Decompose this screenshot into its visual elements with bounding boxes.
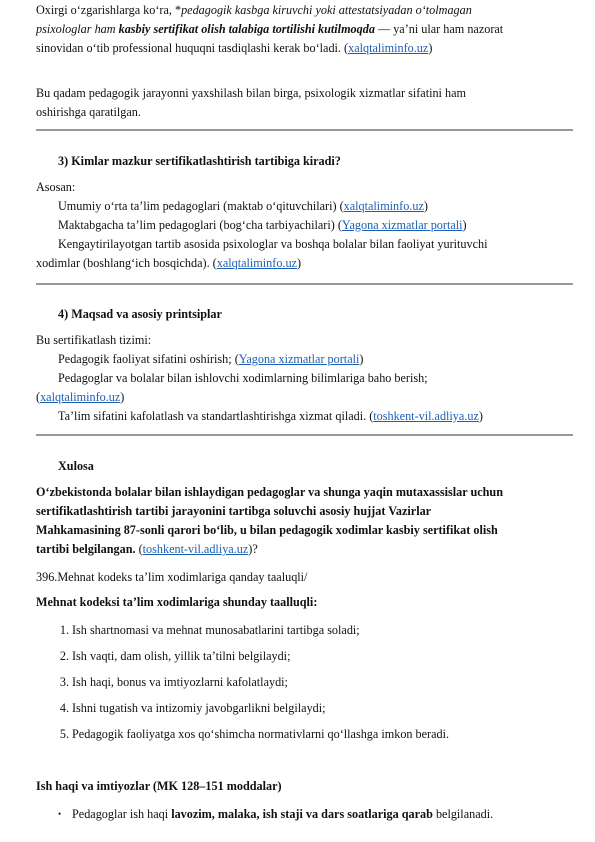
s3-item-2: Maktabgacha ta’lim pedagoglari (bog‘cha tarbiyachilari) ( xyxy=(58,218,342,232)
intro-text: Oxirgi o‘zgarishlarga ko‘ra, * xyxy=(36,3,182,17)
list-number: 5. xyxy=(59,727,69,741)
wages-heading: Ish haqi va imtiyozlar (MK 128–151 moddalar) xyxy=(36,779,282,793)
source-link[interactable]: Yagona xizmatlar portali xyxy=(238,352,360,366)
source-link[interactable]: xalqtaliminfo.uz xyxy=(40,390,121,404)
intro-italic: pedagogik kasbga kiruvchi yoki attestatsiyadan o‘tolmagan xyxy=(181,3,472,17)
intro-italic-2: psixologlar ham xyxy=(36,22,119,36)
intro-bold: kasbiy sertifikat olish talabiga tortilishi kutilmoqda xyxy=(118,22,375,36)
conclusion-line-1: O‘zbekistonda bolalar bilan ishlaydigan pedagoglar va shunga yaqin mutaxassislar uchun xyxy=(36,485,503,499)
paren: ) xyxy=(423,199,428,213)
list-number: 4. xyxy=(59,701,69,715)
divider xyxy=(36,129,573,131)
list-text: Ishni tugatish va intizomiy javobgarlikni belgilaydi; xyxy=(72,701,326,715)
paren: ( xyxy=(135,542,143,556)
conclusion-line-3: Mahkamasining 87-sonli qarori bo‘lib, u bilan pedagogik xodimlar kasbiy sertifikat olish xyxy=(36,523,498,537)
list-number: 1. xyxy=(59,623,69,637)
question-396: 396.Mehnat kodeks ta’lim xodimlariga qanday taaluqli/ xyxy=(36,570,308,584)
paragraph-2-line-2: oshirishga qaratilgan. xyxy=(36,105,141,119)
paren: )? xyxy=(248,542,258,556)
conclusion-line-2: sertifikatlashtirish tartibi jarayonini tartibga soluvchi asosiy hujjat Vazirlar xyxy=(36,504,432,518)
s3-item-3: Kengaytirilayotgan tartib asosida psixologlar va boshqa bolalar bilan faoliyat yurituvchi xyxy=(58,237,488,251)
wages-bullet-item xyxy=(0,805,595,824)
conclusion-line-4: tartibi belgilangan. xyxy=(36,542,136,556)
intro-paragraph xyxy=(36,1,576,58)
s3-item-3-cont: xodimlar (boshlang‘ich bosqichda). ( xyxy=(36,256,217,270)
divider xyxy=(36,283,573,285)
wages-text-2: belgilanadi. xyxy=(432,807,494,821)
paragraph-2-line-1: Bu qadam pedagogik jarayonni yaxshilash bilan birga, psixologik xizmatlar sifatini ham xyxy=(36,86,466,100)
source-link[interactable]: xalqtaliminfo.uz xyxy=(348,41,429,55)
paren: ) xyxy=(120,390,125,404)
list-number: 3. xyxy=(59,675,69,689)
s4-item-3: Ta’lim sifatini kafolatlash va standartlashtirishga xizmat qiladi. ( xyxy=(58,409,374,423)
source-link[interactable]: xalqtaliminfo.uz xyxy=(343,199,424,213)
list-text: Ish vaqti, dam olish, yillik ta’tilni belgilaydi; xyxy=(72,649,291,663)
bullet-icon: • xyxy=(58,809,62,819)
wages-bold: lavozim, malaka, ish staji va dars soatlariga qarab xyxy=(171,807,433,821)
intro-text-2: — ya’ni ular ham nazorat xyxy=(374,22,504,36)
paren: ) xyxy=(359,352,364,366)
paren: ) xyxy=(296,256,302,270)
paren: ( xyxy=(36,390,41,404)
paragraph-2 xyxy=(36,84,576,122)
section-4-lead: Bu sertifikatlash tizimi: xyxy=(36,333,152,347)
list-text: Pedagogik faoliyatga xos qo‘shimcha normativlarni qo‘llashga imkon beradi. xyxy=(72,727,450,741)
intro-text-3: sinovidan o‘tib professional huquqni tasdiqlashi kerak bo‘ladi. ( xyxy=(36,41,349,55)
list-number: 2. xyxy=(59,649,69,663)
divider xyxy=(36,434,573,436)
section-4-heading: 4) Maqsad va asosiy printsiplar xyxy=(58,307,222,321)
section-4 xyxy=(36,305,576,426)
s4-item-2: Pedagoglar va bolalar bilan ishlovchi xodimlarning bilimlariga baho berish; xyxy=(58,371,428,385)
paren: ) xyxy=(462,218,467,232)
section-3 xyxy=(36,152,576,273)
s3-item-1: Umumiy o‘rta ta’lim pedagoglari (maktab o‘qituvchilari) ( xyxy=(58,199,344,213)
source-link[interactable]: Yagona xizmatlar portali xyxy=(341,218,463,232)
labor-code-heading: Mehnat kodeksi ta’lim xodimlariga shunday taalluqli: xyxy=(36,595,318,609)
wages-text: Pedagoglar ish haqi xyxy=(72,807,172,821)
list-text: Ish shartnomasi va mehnat munosabatlarini tartibga soladi; xyxy=(72,623,360,637)
section-3-lead: Asosan: xyxy=(36,180,76,194)
conclusion-heading: Xulosa xyxy=(58,459,94,473)
section-3-heading: 3) Kimlar mazkur sertifikatlashtirish tartibiga kiradi? xyxy=(58,154,341,168)
conclusion xyxy=(36,457,576,559)
source-link[interactable]: toshkent-vil.adliya.uz xyxy=(142,542,249,556)
paren: ) xyxy=(478,409,483,423)
paren: ) xyxy=(428,41,433,55)
source-link[interactable]: toshkent-vil.adliya.uz xyxy=(373,409,479,423)
s4-item-1: Pedagogik faoliyat sifatini oshirish; ( xyxy=(58,352,239,366)
source-link[interactable]: xalqtaliminfo.uz xyxy=(216,256,297,270)
list-text: Ish haqi, bonus va imtiyozlarni kafolatlaydi; xyxy=(72,675,288,689)
